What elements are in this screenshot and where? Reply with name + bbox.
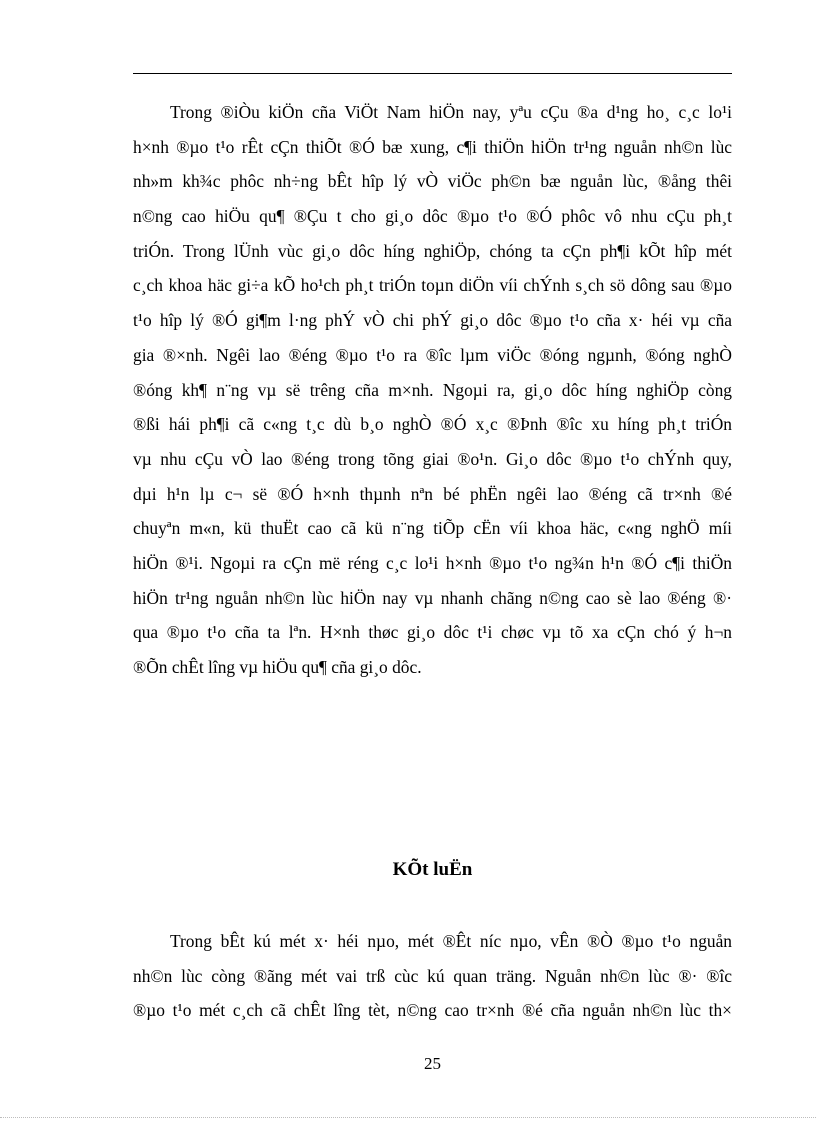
page-number: 25 — [424, 1054, 441, 1073]
text-line: dµi h¹n lµ c¬ së ®Ó h×nh thµnh nªn bé phËn ngêi lao ®éng cã tr×nh ®é — [133, 483, 732, 504]
text-line: n©ng cao hiÖu qu¶ ®Çu t cho gi¸o dôc ®µo t¹o ®Ó phôc vô nhu cÇu ph¸t — [133, 206, 732, 227]
text-line: ®ßi hái ph¶i cã c«ng t¸c dù b¸o nghÒ ®Ó x¸c ®Þnh ®îc xu híng ph¸t triÓn — [133, 414, 732, 435]
body-paragraph-1 — [133, 95, 732, 685]
text-line: ®Õn chÊt lîng vµ hiÖu qu¶ cña gi¸o dôc. — [133, 657, 422, 677]
text-line: nh»m kh¾c phôc nh÷ng bÊt hîp lý vÒ viÖc ph©n bæ nguån lùc, ®ång thêi — [133, 171, 732, 192]
text-line: hiÖn tr¹ng nguån nh©n lùc hiÖn nay vµ nhanh chãng n©ng cao sè lao ®éng ®· — [133, 587, 732, 608]
text-line: chuyªn m«n, kü thuËt cao cã kü n¨ng tiÕp cËn víi khoa häc, c«ng nghÖ míi — [133, 518, 732, 539]
footer-rule — [0, 1117, 816, 1118]
text-line: t¹o hîp lý ®Ó gi¶m l·ng phÝ vÒ chi phÝ gi¸o dôc ®µo t¹o cña x· héi vµ cña — [133, 310, 732, 331]
text-line: Trong bÊt kú mét x· héi nµo, mét ®Êt níc nµo, vÊn ®Ò ®µo t¹o nguån — [170, 931, 732, 951]
text-line: vµ nhu cÇu vÒ lao ®éng trong tõng giai ®o¹n. Gi¸o dôc ®µo t¹o chÝnh quy, — [133, 448, 732, 469]
text-line: gia ®×nh. Ngêi lao ®éng ®µo t¹o ra ®îc lµm viÖc ®óng ngµnh, ®óng nghÒ — [133, 344, 732, 365]
text-line: nh©n lùc còng ®ãng mét vai trß cùc kú quan träng. Nguån nh©n lùc ®· ®îc — [133, 965, 732, 986]
text-line: Trong ®iÒu kiÖn cña ViÖt Nam hiÖn nay, yªu cÇu ®a d¹ng ho¸ c¸c lo¹i — [170, 102, 732, 122]
text-line: triÓn. Trong lÜnh vùc gi¸o dôc híng nghiÖp, chóng ta cÇn ph¶i kÕt hîp mét — [133, 240, 732, 261]
header-rule — [133, 73, 732, 74]
text-line: ®µo t¹o mét c¸ch cã chÊt lîng tèt, n©ng cao tr×nh ®é cña nguån nh©n lùc th× — [133, 1000, 732, 1021]
text-line: qua ®µo t¹o cña ta lªn. H×nh thøc gi¸o dôc t¹i chøc vµ tõ xa cÇn chó ý h¬n — [133, 622, 732, 643]
text-line: c¸ch khoa häc gi÷a kÕ ho¹ch ph¸t triÓn toµn diÖn víi chÝnh s¸ch sö dông sau ®µo — [133, 275, 732, 296]
text-line: hiÖn ®¹i. Ngoµi ra cÇn më réng c¸c lo¹i h×nh ®µo t¹o ng¾n h¹n ®Ó c¶i thiÖn — [133, 552, 732, 573]
text-line: h×nh ®µo t¹o rÊt cÇn thiÕt ®Ó bæ xung, c¶i thiÖn hiÖn tr¹ng nguån nh©n lùc — [133, 136, 732, 157]
text-line: ®óng kh¶ n¨ng vµ së trêng cña m×nh. Ngoµi ra, gi¸o dôc híng nghiÖp còng — [133, 379, 732, 400]
section-heading: KÕt luËn — [392, 859, 473, 880]
body-paragraph-2 — [133, 924, 732, 1028]
